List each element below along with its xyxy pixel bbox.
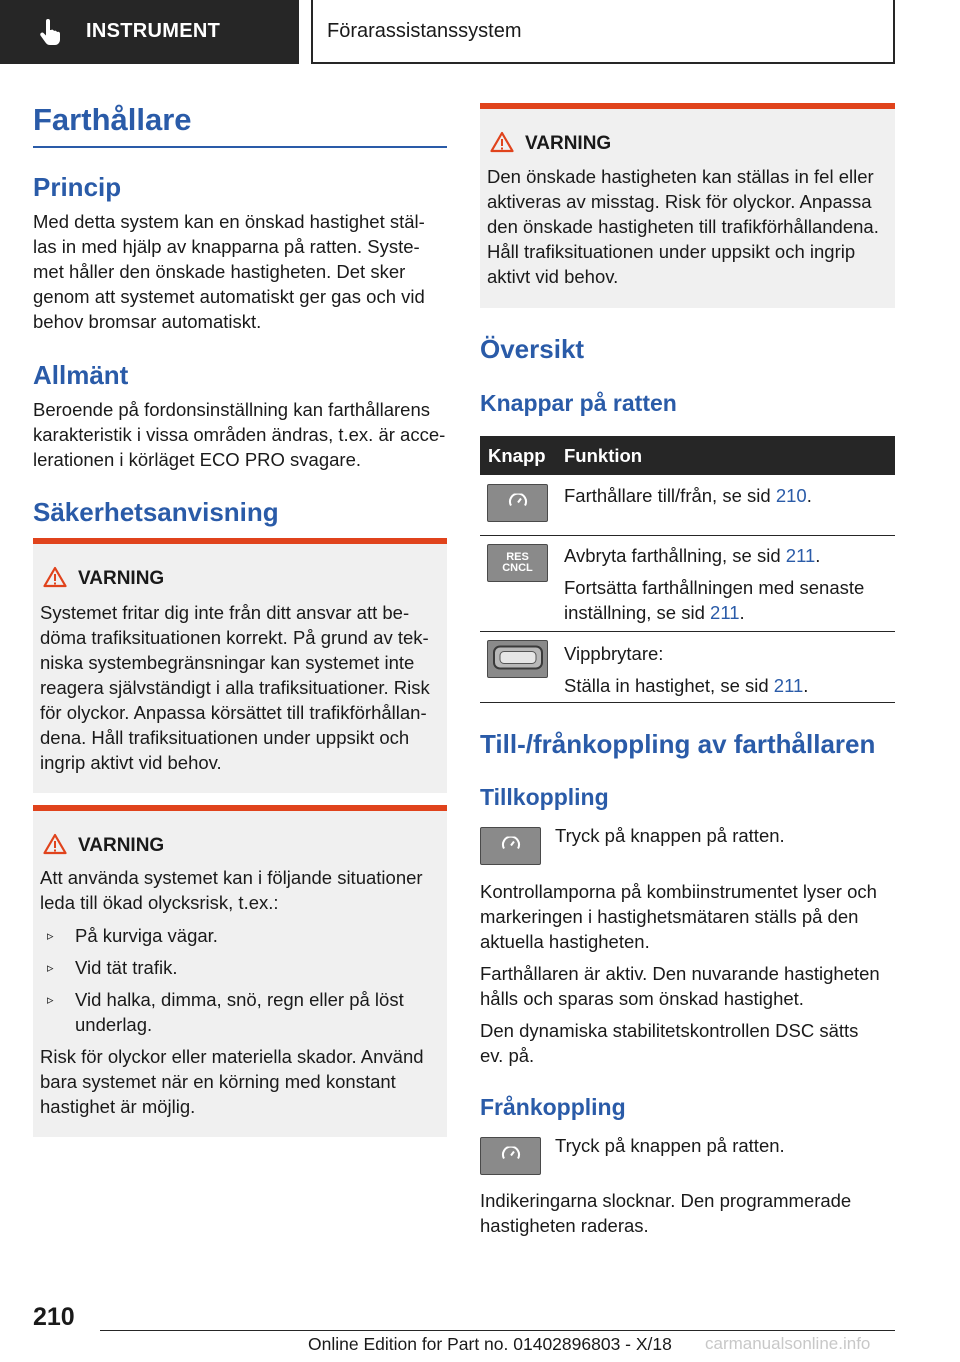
page-link[interactable]: 211	[710, 602, 740, 623]
res-cncl-icon: RES CNCL	[502, 551, 533, 574]
page-link[interactable]: 211	[773, 675, 804, 696]
warning-triangle-icon	[43, 833, 67, 860]
rocker-switch-icon	[492, 645, 544, 674]
on-heading: Tillkoppling	[480, 784, 609, 810]
page-number: 210	[33, 1303, 75, 1331]
table-rule	[480, 631, 895, 632]
on-text-3: Den dynamiska stabilitetskontrollen DSC sätts ev. på.	[480, 1020, 859, 1066]
page-link[interactable]: 211	[785, 545, 816, 566]
table-cell-function: Avbryta farthållning, se sid 211. Fortsätta farthållningen med senaste inställning, se sid 211.	[564, 545, 865, 623]
warning-box	[33, 805, 447, 1137]
table-header	[480, 436, 895, 475]
warning-bar	[33, 805, 447, 811]
warning-text: Systemet fritar dig inte från ditt ansvar att be‐ döma trafiksituationen korrekt. På grund av tek‐ niska systembegränsningar kan systemet inte reagera självständigt i alla trafiksituationer. Risk för olyckor. Anpassa körsättet till trafikförhållan‐ dena. Håll trafiksituationen under uppsikt och ingrip aktivt vid behov.	[40, 602, 430, 773]
overview-heading: Översikt	[480, 334, 585, 364]
res-cncl-button	[487, 544, 548, 582]
warning-triangle-icon	[490, 131, 514, 158]
list-item: ▹ Vid halka, dimma, snö, regn eller på löst underlag.	[47, 989, 404, 1035]
warning-bar	[33, 538, 447, 544]
cruise-control-button	[480, 827, 541, 865]
table-cell-function: Farthållare till/från, se sid 210.	[564, 485, 812, 506]
buttons-heading: Knappar på ratten	[480, 390, 677, 416]
rocker-switch-button	[487, 640, 548, 678]
warning-text: Den önskade hastigheten kan ställas in fel eller aktiveras av misstag. Risk för olyckor. Anpassa den önskade hastigheten till trafikförhållandena. Håll trafiksituationen under uppsikt och ingrip aktivt vid behov.	[487, 166, 879, 287]
warning-outro: Risk för olyckor eller materiella skador. Använd bara systemet när en körning med konstant hastighet är möjlig.	[40, 1046, 424, 1117]
general-text: Beroende på fordonsinställning kan farthållarens karakteristik i vissa områden ändras, t.ex. är acce‐ lerationen i körläget ECO PRO svagare.	[33, 399, 446, 470]
bullet-triangle-icon: ▹	[47, 960, 54, 975]
warning-label: VARNING	[78, 835, 165, 856]
chapter-tab	[311, 0, 895, 64]
watermark: carmanualsonline.info	[705, 1334, 871, 1353]
title-rule	[33, 146, 447, 148]
onoff-heading: Till-/frånkoppling av farthållaren	[480, 729, 876, 759]
warning-label: VARNING	[78, 568, 165, 589]
hand-pointer-icon	[38, 18, 64, 51]
principle-text: Med detta system kan en önskad hastighet stäl‐ las in med hjälp av knapparna på ratten. Syste‐ met håller den önskade hastigheten. Det sker genom att systemet automatiskt ger gas och vid behov bromsar automatiskt.	[33, 211, 425, 332]
warning-triangle-icon	[43, 566, 67, 593]
cruise-control-icon	[507, 494, 529, 513]
on-text: Kontrollamporna på kombiinstrumentet lyser och markeringen i hastighetsmätaren ställs på den aktuella hastigheten.	[480, 881, 877, 952]
safety-heading: Säkerhetsanvisning	[33, 497, 279, 527]
on-press-text: Tryck på knappen på ratten.	[555, 825, 785, 846]
general-heading: Allmänt	[33, 360, 129, 390]
table-rule	[480, 702, 895, 703]
cruise-control-icon	[500, 1147, 522, 1166]
bullet-triangle-icon: ▹	[47, 992, 54, 1007]
cruise-control-button	[487, 484, 548, 522]
section-tab	[0, 0, 299, 64]
off-text: Indikeringarna slocknar. Den programmerade hastigheten raderas.	[480, 1190, 852, 1236]
page-title: Farthållare	[33, 102, 192, 137]
edition-text: Online Edition for Part no. 01402896803 - X/18	[308, 1334, 672, 1354]
warning-box	[480, 103, 895, 308]
on-text-2: Farthållaren är aktiv. Den nuvarande hastigheten hålls och sparas som önskad hastighet.	[480, 963, 880, 1009]
table-rule	[480, 535, 895, 536]
list-item: ▹ Vid tät trafik.	[47, 957, 178, 978]
warning-box	[33, 538, 447, 793]
warning-bar	[480, 103, 895, 109]
cruise-control-icon	[500, 837, 522, 856]
column-header-button: Knapp	[488, 445, 546, 466]
principle-heading: Princip	[33, 172, 122, 202]
warning-label: VARNING	[525, 133, 612, 154]
column-header-function: Funktion	[564, 445, 643, 466]
section-label: INSTRUMENT	[86, 20, 221, 42]
footer-rule	[100, 1330, 895, 1331]
table-cell-function: Vippbrytare: Ställa in hastighet, se sid 211.	[564, 643, 809, 696]
off-heading: Frånkoppling	[480, 1094, 626, 1120]
chapter-label: Förarassistanssystem	[327, 20, 522, 42]
bullet-triangle-icon: ▹	[47, 928, 54, 943]
page-link[interactable]: 210	[775, 485, 807, 506]
warning-intro: Att använda systemet kan i följande situationer leda till ökad olycksrisk, t.ex.:	[40, 867, 423, 913]
cruise-control-button	[480, 1137, 541, 1175]
off-press-text: Tryck på knappen på ratten.	[555, 1135, 785, 1156]
list-item: ▹ På kurviga vägar.	[47, 925, 218, 946]
